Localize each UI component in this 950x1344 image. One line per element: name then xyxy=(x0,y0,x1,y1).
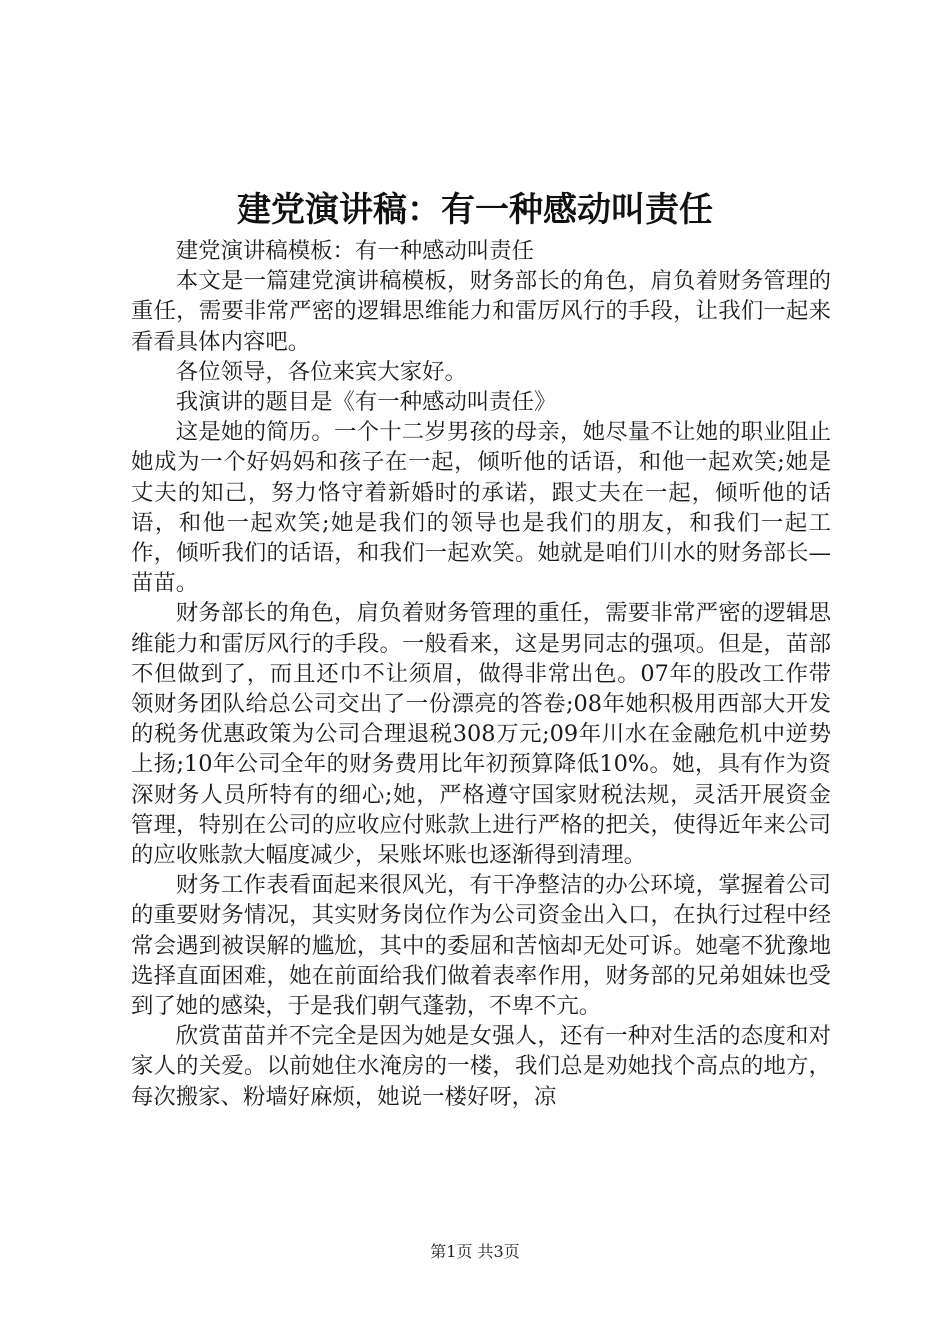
document-body xyxy=(131,236,831,1112)
paragraph: 本文是一篇建党演讲稿模板，财务部长的角色，肩负着财务管理的重任，需要非常严密的逻辑思维能力和雷厉风行的手段，让我们一起来看看具体内容吧。 xyxy=(131,268,831,355)
paragraph: 建党演讲稿模板：有一种感动叫责任 xyxy=(175,238,535,264)
paragraph: 这是她的简历。一个十二岁男孩的母亲，她尽量不让她的职业阻止她成为一个好妈妈和孩子在一起，倾听他的话语，和他一起欢笑;她是丈夫的知己，努力恪守着新婚时的承诺，跟丈夫在一起，倾听他的话语，和他一起欢笑;她是我们的领导也是我们的朋友，和我们一起工作，倾听我们的话语，和我们一起欢笑。她就是咱们川水的财务部长—苗苗。 xyxy=(131,419,831,597)
paragraph: 我演讲的题目是《有一种感动叫责任》 xyxy=(175,389,557,416)
paragraph: 财务部长的角色，肩负着财务管理的重任，需要非常严密的逻辑思维能力和雷厉风行的手段。一般看来，这是男同志的强项。但是，苗部不但做到了，而且还巾不让须眉，做得非常出色。07年的股改工作带领财务团队给总公司交出了一份漂亮的答卷;08年她积极用西部大开发的税务优惠政策为公司合理退税308万元;09年川水在金融危机中逆势上扬;10年公司全年的财务费用比年初预算降低10%。她，具有作为资深财务人员所特有的细心;她，严格遵守国家财税法规，灵活开展资金管理，特别在公司的应收应付账款上进行严格的把关，使得近年来公司的应收账款大幅度减少，呆账坏账也逐渐得到清理。 xyxy=(131,600,831,869)
page-number-footer: 第1页 共3页 xyxy=(430,1242,520,1261)
paragraph: 欣赏苗苗并不完全是因为她是女强人，还有一种对生活的态度和对家人的关爱。以前她住水淹房的一楼，我们总是劝她找个高点的地方，每次搬家、粉墙好麻烦，她说一楼好呀，凉 xyxy=(131,1023,831,1110)
document-title: 建党演讲稿：有一种感动叫责任 xyxy=(237,190,713,230)
paragraph: 各位领导，各位来宾大家好。 xyxy=(175,358,467,385)
paragraph: 财务工作表看面起来很风光，有干净整洁的办公环境，掌握着公司的重要财务情况，其实财务岗位作为公司资金出入口，在执行过程中经常会遇到被误解的尴尬，其中的委屈和苦恼却无处可诉。她毫不犹豫地选择直面困难，她在前面给我们做着表率作用，财务部的兄弟姐妹也受到了她的感染，于是我们朝气蓬勃，不卑不亢。 xyxy=(131,872,831,1020)
